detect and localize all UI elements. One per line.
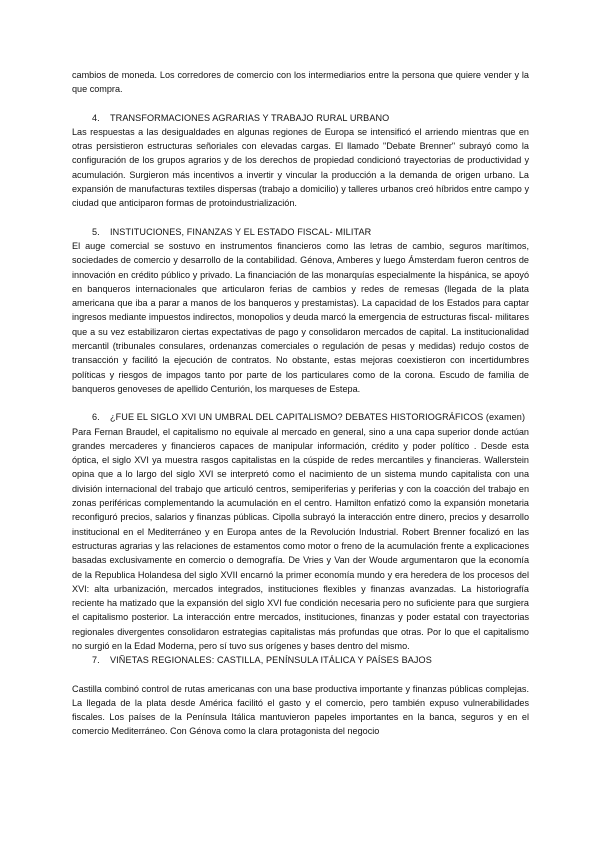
section-7-title: VIÑETAS REGIONALES: CASTILLA, PENÍNSULA ITÁLICA Y PAÍSES BAJOS xyxy=(110,655,432,666)
section-6-heading xyxy=(72,410,529,424)
section-4-number: 4. xyxy=(92,112,100,123)
section-7-number: 7. xyxy=(92,655,100,666)
section-5-body: El auge comercial se sostuvo en instrumentos financieros como las letras de cambio, seguros marítimos, sociedades de comercio y desarrollo de la contabilidad. Génova, Amberes y luego Ámsterdam fueron centros de innovación en crédito público y privado. La financiación de las monarquías especialmente la hispánica, se apoyó en banqueros internacionales que articularon ferias de cambios y redes de remesas (llegada de la plata americana que iba a parar a manos de los banqueros y prestamistas). La capacidad de los Estados para captar ingresos mediante impuestos indirectos, monopolios y deuda marcó la emergencia de estructuras fiscal- militares que a su vez estabilizaron ciertas expectativas de pago y consolidaron mercados de capital. La institucionalidad mercantil (tribunales consulares, ordenanzas comerciales o regulación de pesas y medidas) redujo costos de transacción y facilitó la ejecución de contratos. No obstante, estas mejoras coexistieron con incertidumbres políticas y riesgos de impagos tanto por parte de los particulares como de la corona. Escudo de familia de banqueros genoveses de apellido Centurión, los marqueses de Estepa. xyxy=(72,240,529,394)
section-6-number: 6. xyxy=(92,412,100,423)
section-5-heading xyxy=(72,225,529,239)
section-4-body: Las respuestas a las desigualdades en algunas regiones de Europa se intensificó el arriendo mientras que en otras persistieron estructuras señoriales con elevadas cargas. El llamado "Debate Brenner" subrayó como la configuración de los grupos agrarios y de los derechos de propiedad condicionó trayectorias de productividad y acumulación. Surgieron más incentivos a invertir y vincular la producción a la demanda de origen urbano. La expansión de manufacturas textiles dispersas (trabajo a domicilio) y talleres urbanos creó híbridos entre campo y ciudad que anticiparon formas de protoindustrialización. xyxy=(72,126,529,209)
section-5-title: INSTITUCIONES, FINANZAS Y EL ESTADO FISCAL- MILITAR xyxy=(110,226,372,237)
intro-paragraph: cambios de moneda. Los corredores de comercio con los intermediarios entre la persona que quiere vender y la que compra. xyxy=(72,70,529,95)
document-page xyxy=(72,68,529,739)
section-4-title: TRANSFORMACIONES AGRARIAS Y TRABAJO RURAL URBANO xyxy=(110,112,390,123)
section-5-number: 5. xyxy=(92,226,100,237)
section-7-body: Castilla combinó control de rutas americanas con una base productiva importante y finanzas públicas complejas. La llegada de la plata desde América facilitó el gasto y el comercio, pero también expuso vulnerabilidades fiscales. Los países de la Península Itálica mantuvieron papeles importantes en la banca, seguros y en el comercio Mediterráneo. Con Génova como la clara protagonista del negocio xyxy=(72,683,529,737)
section-4-heading xyxy=(72,111,529,125)
section-6-body: Para Fernan Braudel, el capitalismo no equivale al mercado en general, sino a una capa superior donde actúan grandes mercaderes y financieros capaces de manipular información, crédito y poder político . Desde esta óptica, el siglo XVI ya muestra rasgos capitalistas en la cúspide de redes mercantiles y financieras. Wallerstein opina que a lo largo del siglo XVI se interpretó como el nacimiento de un sistema mundo capitalista con una división internacional del trabajo que articuló centros, semiperiferias y periferias y con la coacción del trabajo en zonas periféricas complementando la acumulación en el centro. Hamilton enfatizó como la expansión monetaria reconfiguró precios, salarios y finanzas públicas. Cipolla subrayó la interacción entre dinero, precios y desarrollo institucional en el Mediterráneo y en Europa antes de la Revolución Industrial. Robert Brenner focalizó en las estructuras agrarias y las relaciones de estamentos como motor o freno de la acumulación frente a explicaciones basadas exclusivamente en comercio o demografía. De Vries y Van der Woude argumentaron que la economía de la Republica Holandesa del siglo XVII encarnó la primer economía mundo y era heredera de los procesos del XVI: alta urbanización, mercados integrados, instituciones flexibles y finanzas avanzadas. La historiografía reciente ha matizado que la expansión del siglo XVI fue condición necesaria pero no suficiente para que surgiera el capitalismo posterior. La interacción entre mercados, instituciones, finanzas y poder estatal con trayectorias regionales divergentes consolidaron estrategias capitalistas más profundas que otras. Por lo que el capitalismo no surgió en la Edad Moderna, pero sí tuvo sus orígenes y bases dentro del mismo. xyxy=(72,426,529,651)
section-7-heading xyxy=(72,653,529,667)
section-6-title: ¿FUE EL SIGLO XVI UN UMBRAL DEL CAPITALISMO? DEBATES HISTORIOGRÁFICOS (examen) xyxy=(110,412,526,423)
